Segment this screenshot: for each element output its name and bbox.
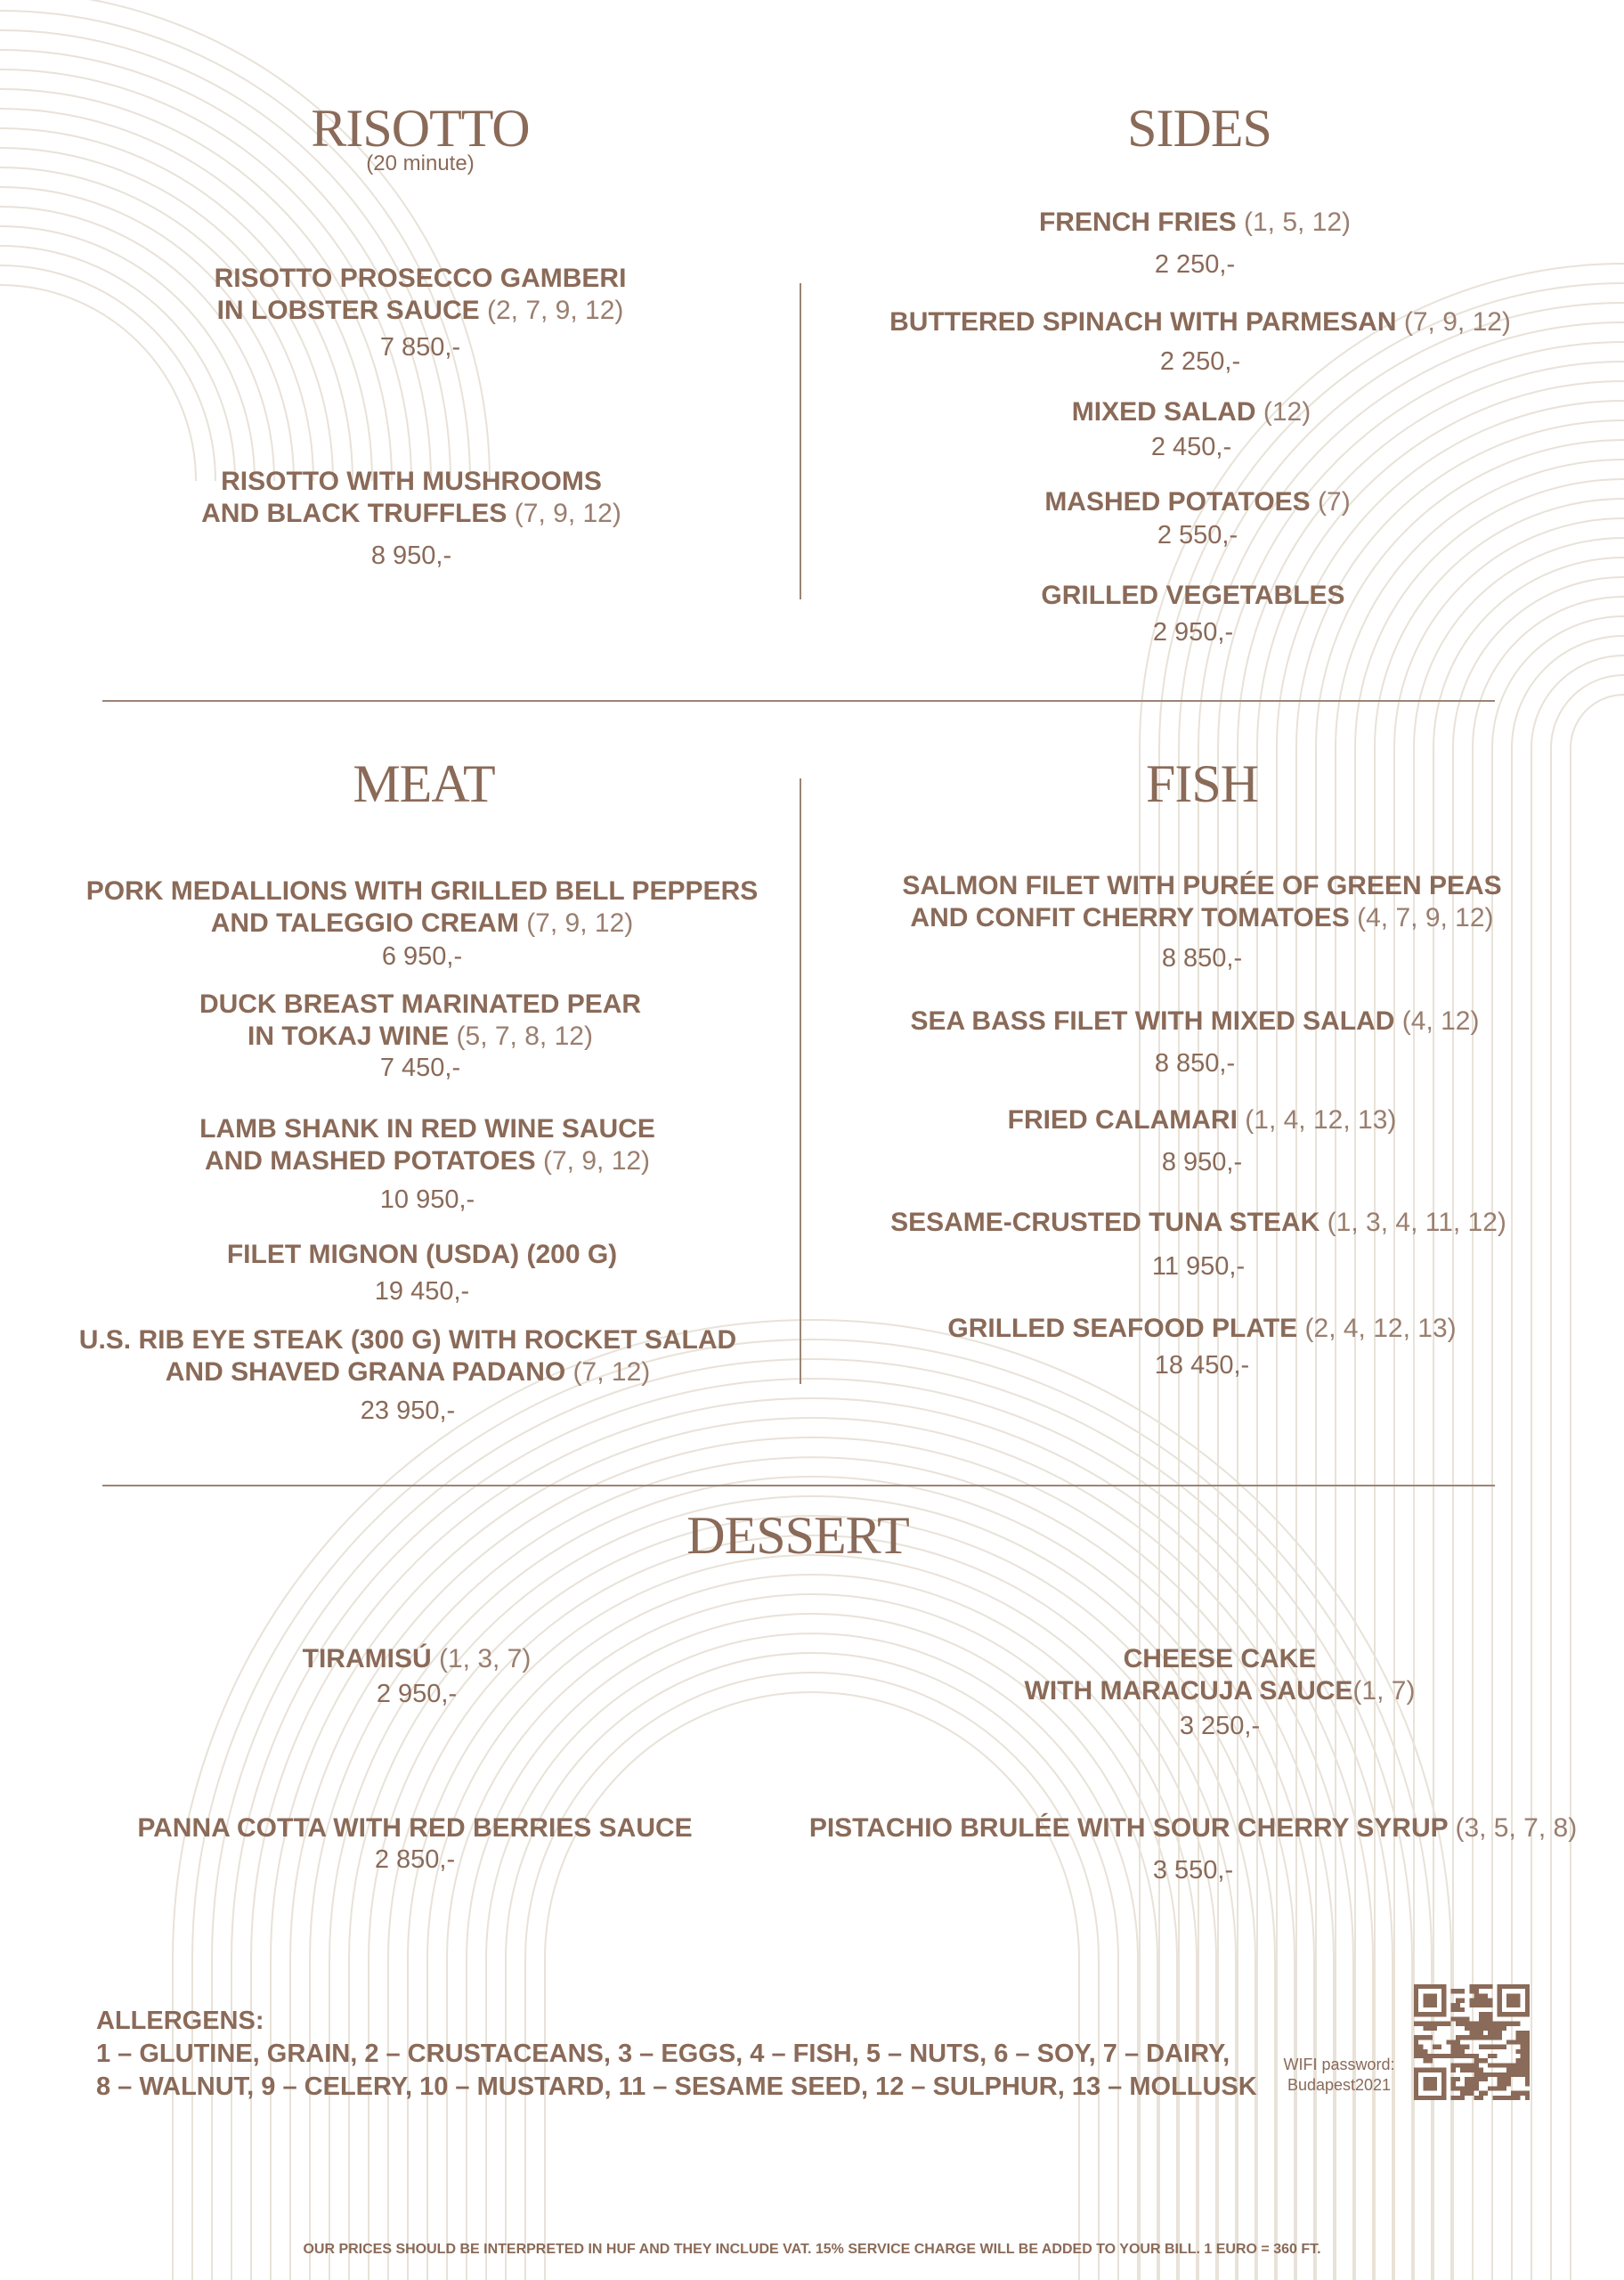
section-divider xyxy=(102,1485,1495,1486)
item-price: 2 850,- xyxy=(374,1845,456,1874)
wifi-info xyxy=(1277,2055,1401,2096)
menu-item xyxy=(1044,486,1350,550)
item-allergens: (1, 3, 4, 11, 12) xyxy=(1327,1208,1506,1237)
item-name: IN TOKAJ WINE (5, 7, 8, 12) xyxy=(248,1022,593,1051)
item-allergens: (4, 7, 9, 12) xyxy=(1357,903,1494,932)
item-name: MASHED POTATOES (7) xyxy=(1044,487,1351,517)
allergens-line: 8 – WALNUT, 9 – CELERY, 10 – MUSTARD, 11 – SESAME SEED, 12 – SULPHUR, 13 – MOLLUSK xyxy=(96,2072,1257,2101)
item-name: IN LOBSTER SAUCE (2, 7, 9, 12) xyxy=(216,296,624,325)
section-title-dessert: DESSERT xyxy=(686,1506,909,1565)
item-price: 18 450,- xyxy=(1154,1351,1250,1380)
item-price: 2 550,- xyxy=(1157,521,1238,550)
item-allergens: (7, 9, 12) xyxy=(526,908,634,938)
item-name: TIRAMISÚ (1, 3, 7) xyxy=(302,1644,532,1673)
qr-code-icon xyxy=(1414,1984,1530,2100)
item-allergens: (1, 5, 12) xyxy=(1243,208,1352,237)
item-name: FRENCH FRIES (1, 5, 12) xyxy=(1038,208,1352,237)
menu-item xyxy=(303,1643,532,1709)
item-allergens: (2, 4, 12, 13) xyxy=(1304,1314,1457,1343)
item-price: 2 250,- xyxy=(1159,347,1241,376)
item-allergens: (1, 3, 7) xyxy=(438,1644,532,1673)
item-price: 2 950,- xyxy=(1152,618,1234,647)
item-name: CHEESE CAKE xyxy=(1123,1644,1317,1673)
item-name: FRIED CALAMARI (1, 4, 12, 13) xyxy=(1007,1105,1397,1135)
item-name: AND SHAVED GRANA PADANO (7, 12) xyxy=(165,1357,651,1387)
item-allergens: (1, 7) xyxy=(1352,1676,1416,1706)
menu-item xyxy=(201,466,621,571)
item-allergens: (2, 7, 9, 12) xyxy=(486,296,624,325)
item-name: MIXED SALAD (12) xyxy=(1071,397,1311,427)
item-allergens: (7) xyxy=(1318,487,1351,517)
item-allergens: (7, 12) xyxy=(572,1357,651,1387)
menu-item xyxy=(1039,207,1351,280)
item-allergens: (5, 7, 8, 12) xyxy=(456,1022,593,1051)
item-allergens: (12) xyxy=(1263,397,1311,427)
wifi-password: Budapest2021 xyxy=(1287,2076,1392,2094)
menu-item xyxy=(1041,580,1344,647)
menu-item xyxy=(809,1812,1577,1885)
menu-item xyxy=(1072,396,1311,462)
allergens-legend xyxy=(96,2004,1257,2104)
item-price: 8 950,- xyxy=(1161,1148,1243,1177)
item-name: LAMB SHANK IN RED WINE SAUCE xyxy=(199,1114,655,1144)
menu-item xyxy=(137,1812,692,1875)
item-price: 10 950,- xyxy=(379,1185,475,1214)
section-title-risotto: RISOTTO xyxy=(311,99,530,158)
item-price: 2 250,- xyxy=(1154,250,1236,279)
item-name: SALMON FILET WITH PURÉE OF GREEN PEAS xyxy=(902,871,1502,900)
item-name: BUTTERED SPINACH WITH PARMESAN (7, 9, 12) xyxy=(889,307,1511,337)
section-title-meat: MEAT xyxy=(353,754,495,813)
allergens-line: 1 – GLUTINE, GRAIN, 2 – CRUSTACEANS, 3 – EGGS, 4 – FISH, 5 – NUTS, 6 – SOY, 7 – DAIRY, xyxy=(96,2040,1230,2068)
item-price: 2 950,- xyxy=(376,1680,458,1708)
item-price: 7 450,- xyxy=(379,1054,461,1082)
footer-note: OUR PRICES SHOULD BE INTERPRETED IN HUF AND THEY INCLUDE VAT. 15% SERVICE CHARGE WILL BE ADDED TO YOUR BILL. 1 EURO = 360 FT. xyxy=(303,2242,1321,2257)
item-allergens: (3, 5, 7, 8) xyxy=(1455,1813,1578,1843)
item-name: FILET MIGNON (USDA) (200 G) xyxy=(226,1240,618,1269)
item-price: 8 850,- xyxy=(1161,944,1243,973)
item-name: PANNA COTTA WITH RED BERRIES SAUCE xyxy=(137,1813,693,1843)
item-name: SESAME-CRUSTED TUNA STEAK (1, 3, 4, 11, 12) xyxy=(890,1208,1506,1237)
item-price: 6 950,- xyxy=(381,942,463,971)
item-name: AND TALEGGIO CREAM (7, 9, 12) xyxy=(210,908,634,938)
item-price: 7 850,- xyxy=(379,333,461,362)
item-price: 3 550,- xyxy=(1152,1856,1234,1885)
item-name: AND BLACK TRUFFLES (7, 9, 12) xyxy=(201,499,621,528)
item-allergens: (7, 9, 12) xyxy=(542,1146,651,1176)
menu-item xyxy=(1025,1643,1416,1741)
menu-item xyxy=(890,1207,1506,1282)
item-name: WITH MARACUJA SAUCE(1, 7) xyxy=(1024,1676,1416,1706)
item-price: 11 950,- xyxy=(1151,1252,1246,1281)
item-name: GRILLED SEAFOOD PLATE (2, 4, 12, 13) xyxy=(947,1314,1457,1343)
item-price: 23 950,- xyxy=(360,1396,456,1425)
item-name: SEA BASS FILET WITH MIXED SALAD (4, 12) xyxy=(910,1006,1480,1036)
item-allergens: (7, 9, 12) xyxy=(514,499,621,528)
menu-item xyxy=(199,989,641,1083)
item-name: AND MASHED POTATOES (7, 9, 12) xyxy=(204,1146,651,1176)
section-title-fish: FISH xyxy=(1145,754,1259,813)
item-name: RISOTTO WITH MUSHROOMS xyxy=(221,467,602,496)
menu-item xyxy=(86,875,758,972)
item-name: AND CONFIT CHERRY TOMATOES (4, 7, 9, 12) xyxy=(910,903,1494,932)
item-name: GRILLED VEGETABLES xyxy=(1041,581,1345,610)
menu-item xyxy=(947,1313,1456,1380)
item-price: 3 250,- xyxy=(1179,1712,1261,1740)
menu-item xyxy=(1008,1104,1397,1177)
wifi-label: WIFI password: xyxy=(1283,2056,1395,2073)
item-name: RISOTTO PROSECCO GAMBERI xyxy=(214,264,627,293)
menu-item xyxy=(911,1006,1480,1079)
item-name: PISTACHIO BRULÉE WITH SOUR CHERRY SYRUP (3, 5, 7, 8) xyxy=(808,1813,1578,1843)
item-allergens: (4, 12) xyxy=(1401,1006,1480,1036)
item-name: U.S. RIB EYE STEAK (300 G) WITH ROCKET SALAD xyxy=(78,1325,737,1355)
menu-item xyxy=(889,306,1511,377)
menu-item xyxy=(199,1113,655,1215)
item-name: DUCK BREAST MARINATED PEAR xyxy=(199,989,642,1019)
item-price: 19 450,- xyxy=(374,1277,470,1306)
item-allergens: (1, 4, 12, 13) xyxy=(1245,1105,1397,1135)
item-price: 8 850,- xyxy=(1154,1049,1236,1078)
item-price: 8 950,- xyxy=(370,542,452,570)
section-divider xyxy=(102,700,1495,702)
section-subtitle-risotto: (20 minute) xyxy=(366,151,475,175)
menu-item xyxy=(902,870,1501,973)
item-name: PORK MEDALLIONS WITH GRILLED BELL PEPPERS xyxy=(85,876,759,906)
allergens-title: ALLERGENS: xyxy=(96,2007,264,2035)
column-divider xyxy=(800,283,801,599)
item-price: 2 450,- xyxy=(1150,433,1232,461)
menu-item xyxy=(227,1239,617,1307)
column-divider xyxy=(800,778,801,1384)
section-title-sides: SIDES xyxy=(1127,99,1271,158)
item-allergens: (7, 9, 12) xyxy=(1403,307,1511,337)
menu-item xyxy=(79,1324,736,1426)
menu-item xyxy=(215,263,627,362)
